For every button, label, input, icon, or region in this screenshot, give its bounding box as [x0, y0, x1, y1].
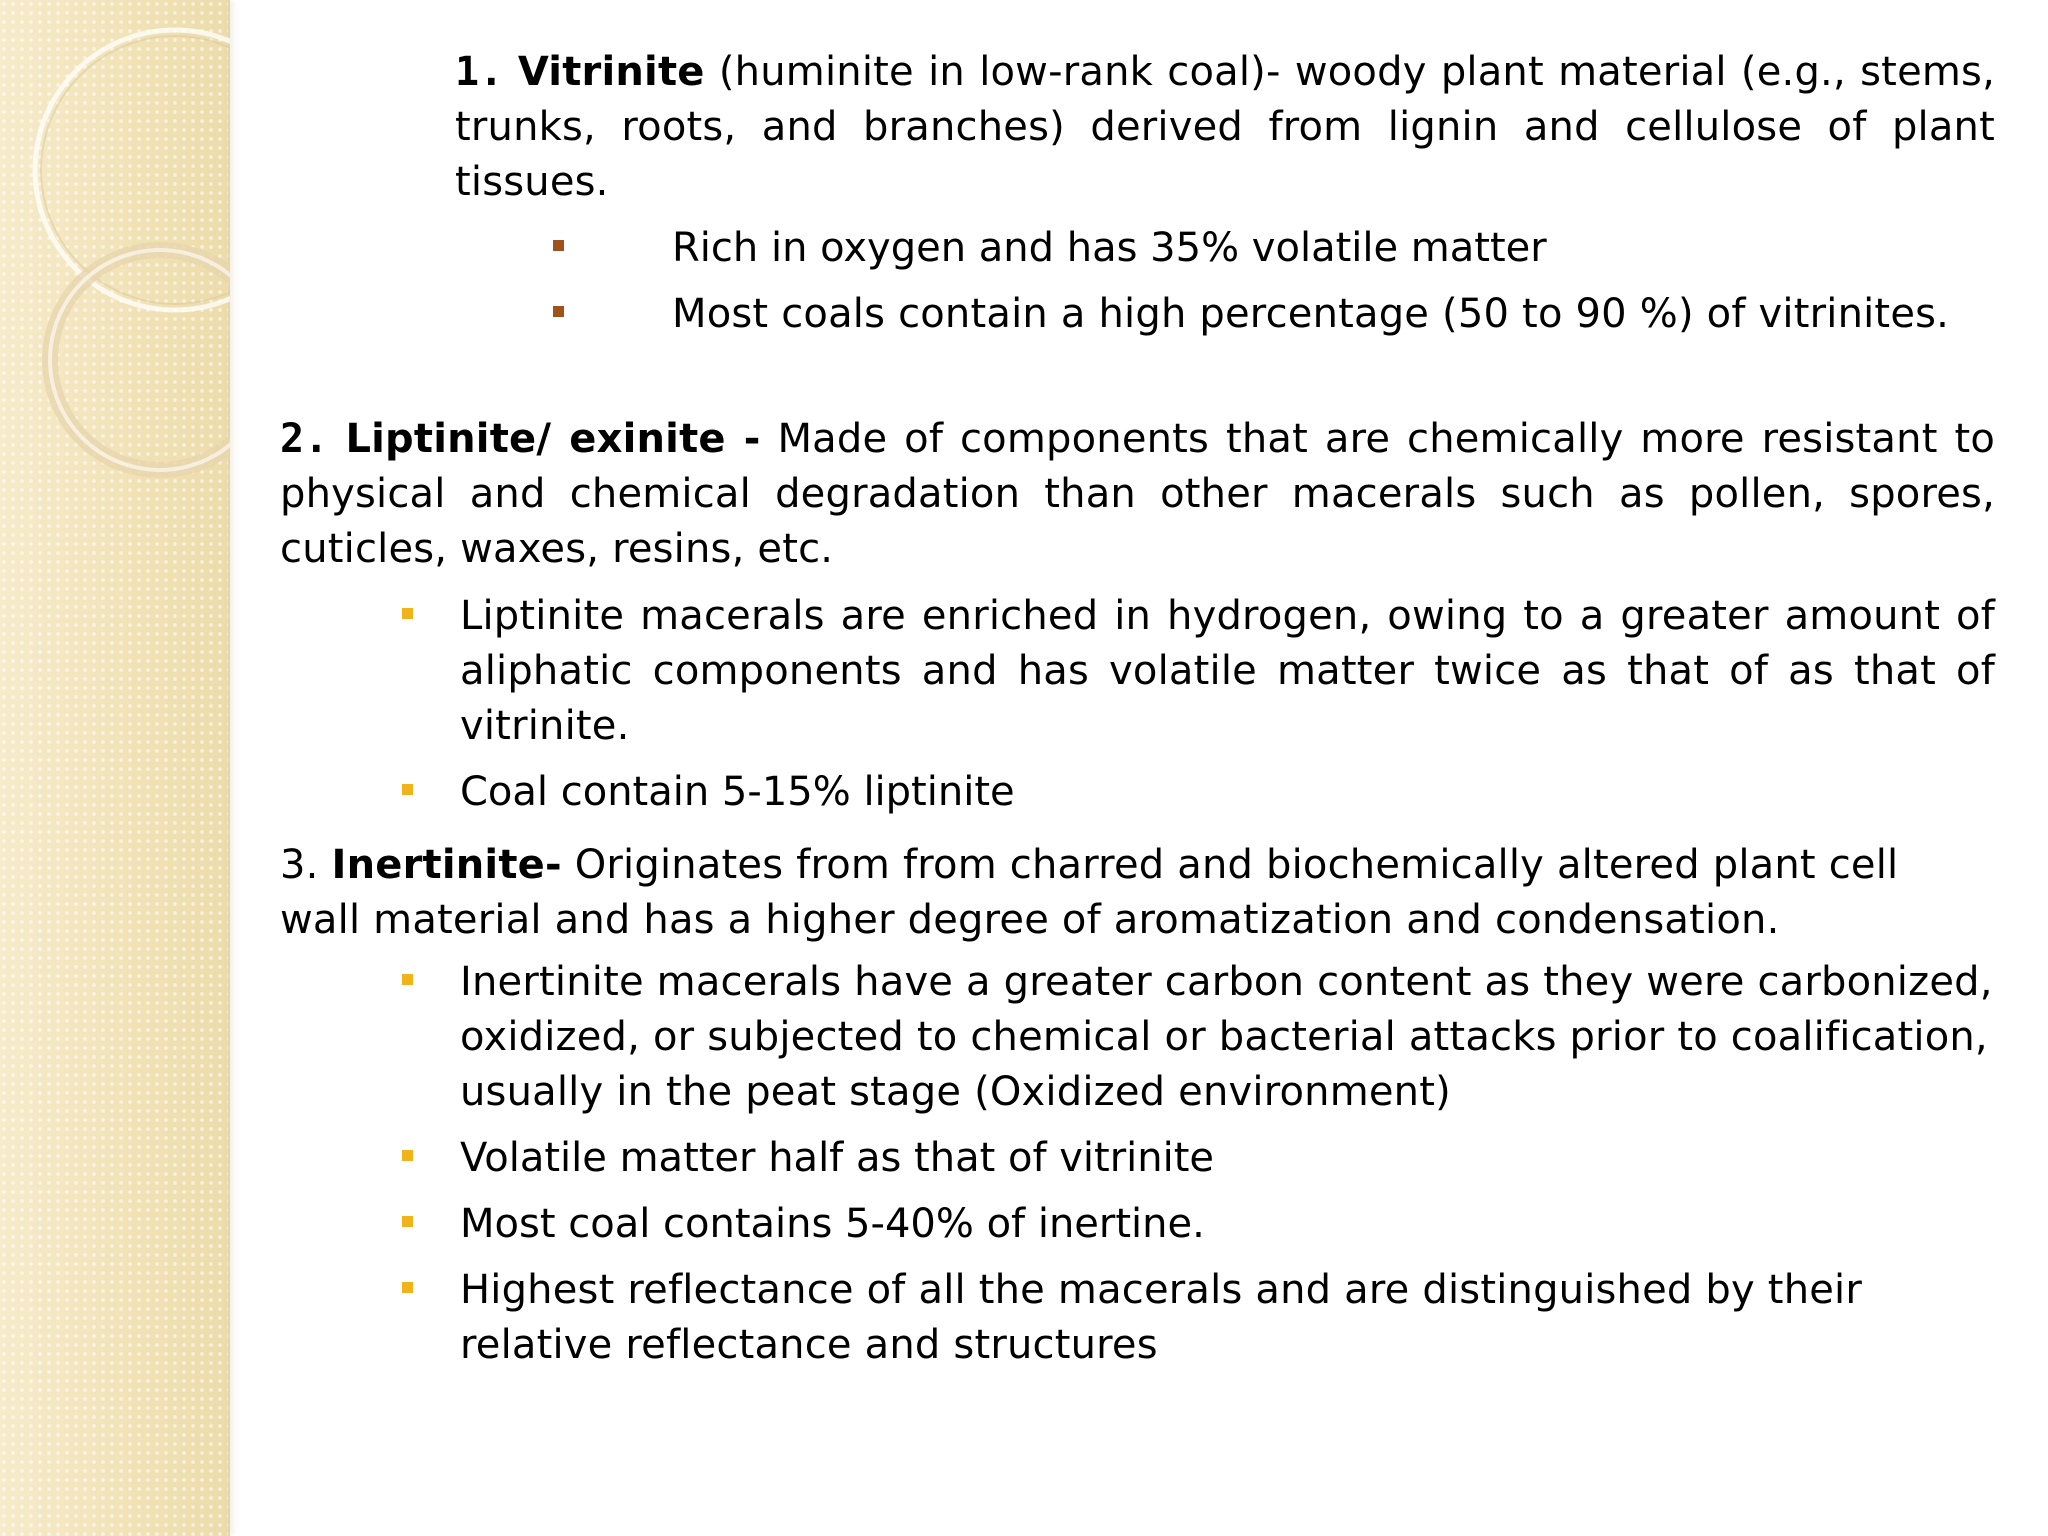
list-item — [460, 589, 1995, 754]
list-item — [460, 955, 2000, 1120]
section-vitrinite — [455, 45, 1995, 210]
list-item — [460, 765, 1995, 820]
section-description: Made of components that are chemically more resistant to physical and chemical degradation than other macerals such as pollen, spores, cuticles, waxes, resins, etc. — [280, 416, 1995, 572]
section-term: Liptinite/ exinite - — [345, 416, 761, 462]
list-item — [460, 1197, 1995, 1252]
section-number: 1. — [455, 49, 504, 95]
list-item — [460, 1131, 1995, 1186]
section-number: 3. — [280, 842, 319, 888]
section-term: Vitrinite — [517, 49, 705, 95]
bullet-text: Volatile matter half as that of vitrinite — [460, 1135, 1215, 1181]
list-item — [610, 287, 1995, 342]
bullet-text: Highest reflectance of all the macerals and are distinguished by their relative reflectance and structures — [460, 1267, 1863, 1368]
bullet-text: Rich in oxygen and has 35% volatile matter — [672, 225, 1547, 271]
bullet-marker — [402, 1282, 413, 1293]
bullet-marker — [553, 240, 564, 251]
bullet-text: Most coal contains 5-40% of inertine. — [460, 1201, 1205, 1247]
section-description: (huminite in low-rank coal)- woody plant material (e.g., stems, trunks, roots, and branches) derived from lignin and cellulose of plant tissues. — [455, 49, 1995, 205]
section-liptinite — [280, 412, 1995, 577]
bullet-text: Coal contain 5-15% liptinite — [460, 769, 1015, 815]
section-description: Originates from from charred and biochemically altered plant cell wall material and has a higher degree of aromatization and condensation. — [280, 842, 1899, 943]
bullet-marker — [553, 306, 564, 317]
bullet-marker — [402, 974, 413, 985]
list-item — [672, 221, 1992, 276]
bullet-marker — [402, 608, 413, 619]
bullet-text: Inertinite macerals have a greater carbon content as they were carbonized, oxidized, or subjected to chemical or bacterial attacks prior to coalification, usually in the peat stage (Oxidized environment) — [460, 959, 1993, 1115]
bullet-text: Most coals contain a high percentage (50 to 90 %) of vitrinites. — [672, 291, 1950, 337]
section-term: Inertinite- — [331, 842, 562, 888]
section-number: 2. — [280, 416, 329, 462]
bullet-text: Liptinite macerals are enriched in hydrogen, owing to a greater amount of aliphatic components and has volatile matter twice as that of as that of vitrinite. — [460, 593, 1995, 749]
section-inertinite — [280, 838, 1980, 948]
bullet-marker — [402, 1150, 413, 1161]
bullet-marker — [402, 784, 413, 795]
bullet-marker — [402, 1216, 413, 1227]
list-item — [460, 1263, 1980, 1373]
